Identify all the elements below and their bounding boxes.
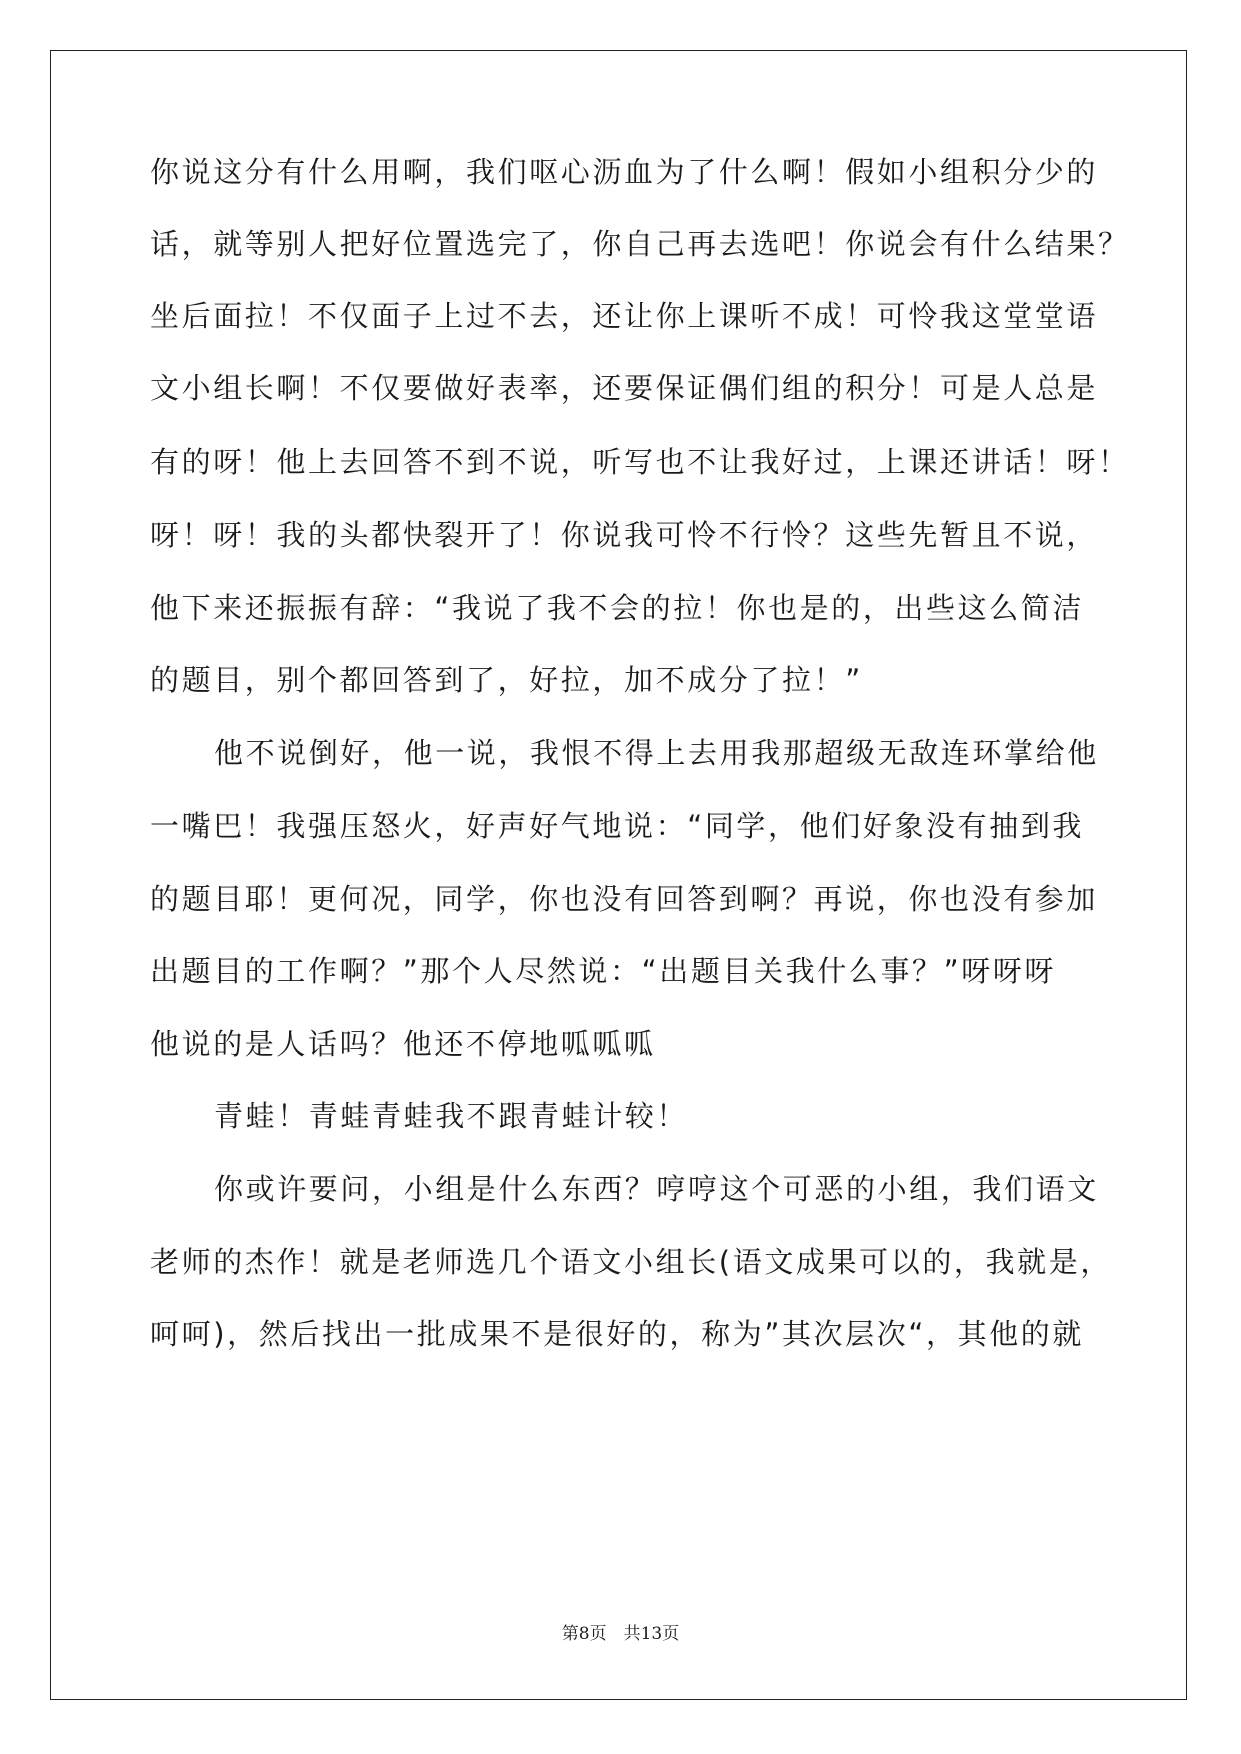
paragraph-first-line: 他不说倒好，他一说，我恨不得上去用我那超级无敌连环掌给他 bbox=[214, 736, 1099, 770]
text-line: 你说这分有什么用啊，我们呕心沥血为了什么啊！假如小组积分少的 bbox=[150, 155, 1099, 189]
paragraph-first-line: 你或许要问，小组是什么东西？哼哼这个可恶的小组，我们语文 bbox=[214, 1172, 1099, 1206]
text-line: 有的呀！他上去回答不到不说，听写也不让我好过，上课还讲话！呀！ bbox=[150, 445, 1130, 479]
text-line: 他说的是人话吗？他还不停地呱呱呱 bbox=[150, 1027, 656, 1061]
text-line: 老师的杰作！就是老师选几个语文小组长(语文成果可以的，我就是， bbox=[150, 1245, 1112, 1279]
text-line: 话，就等别人把好位置选完了，你自己再去选吧！你说会有什么结果？ bbox=[150, 227, 1130, 261]
text-line: 的题目耶！更何况，同学，你也没有回答到啊？再说，你也没有参加 bbox=[150, 882, 1099, 916]
text-line: 他下来还振振有辞：“我说了我不会的拉！你也是的，出些这么简洁 bbox=[150, 591, 1085, 625]
page-number-footer: 第8页 共13页 bbox=[561, 1624, 680, 1644]
text-line: 呀！呀！我的头都快裂开了！你说我可怜不行怜？这些先暂且不说， bbox=[150, 518, 1099, 552]
text-line: 出题目的工作啊？”那个人尽然说：“出题目关我什么事？”呀呀呀 bbox=[150, 954, 1057, 988]
text-line: 文小组长啊！不仅要做好表率，还要保证偶们组的积分！可是人总是 bbox=[150, 371, 1099, 405]
text-line: 的题目，别个都回答到了，好拉，加不成分了拉！” bbox=[150, 663, 863, 697]
paragraph-first-line: 青蛙！青蛙青蛙我不跟青蛙计较！ bbox=[214, 1099, 689, 1133]
text-line: 一嘴巴！我强压怒火，好声好气地说：“同学，他们好象没有抽到我 bbox=[150, 809, 1085, 843]
text-line: 呵呵)，然后找出一批成果不是很好的，称为”其次层次“，其他的就 bbox=[150, 1317, 1084, 1351]
text-line: 坐后面拉！不仅面子上过不去，还让你上课听不成！可怜我这堂堂语 bbox=[150, 299, 1099, 333]
